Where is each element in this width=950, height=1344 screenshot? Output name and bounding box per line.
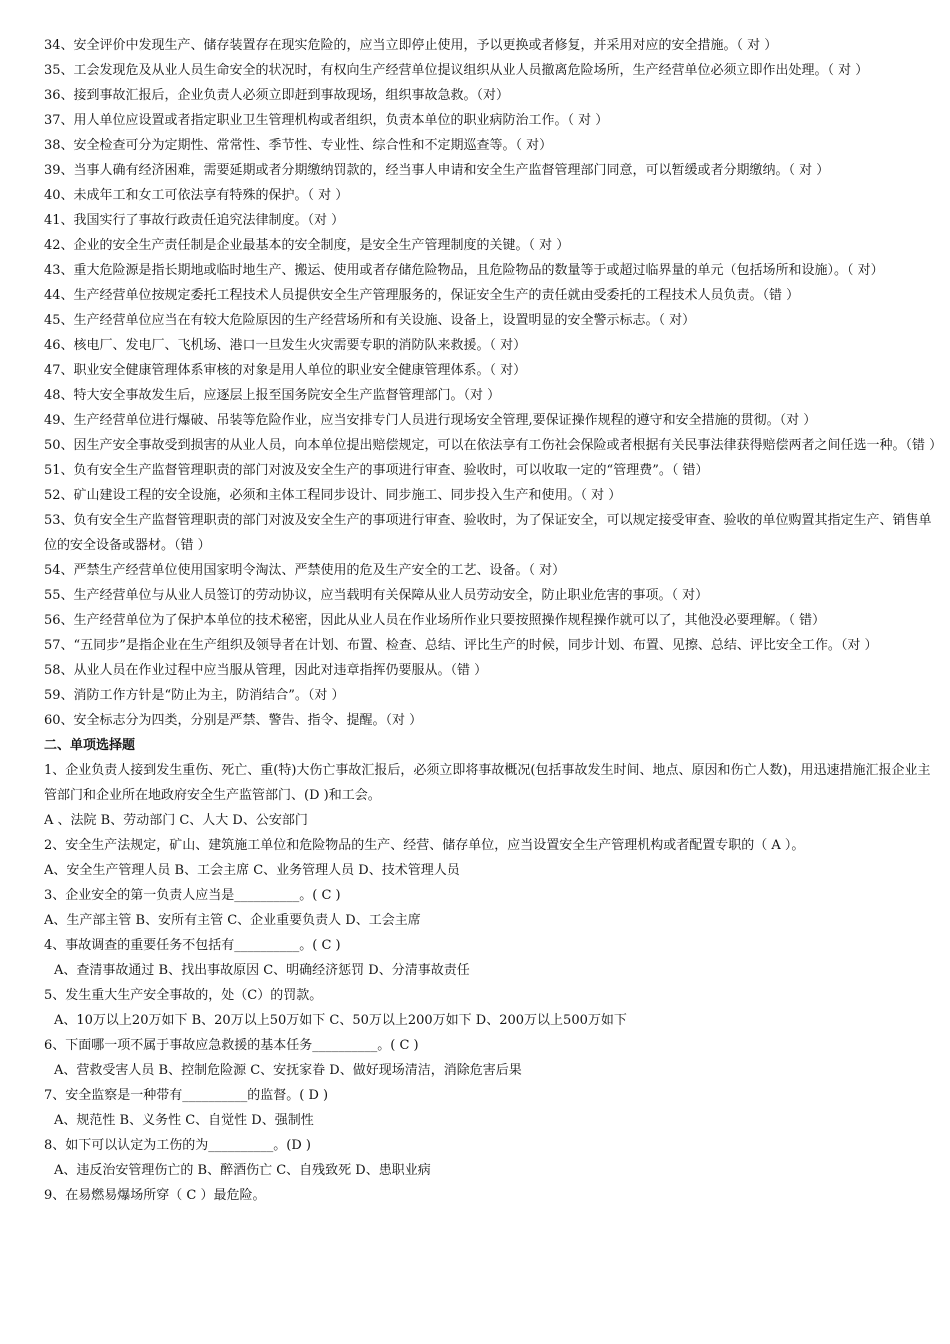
list-item: 55、生产经营单位与从业人员签订的劳动协议，应当载明有关保障从业人员劳动安全，防止职业危害的事项。（ 对） xyxy=(44,588,709,603)
question-text: 9、在易燃易爆场所穿（ C ）最危险。 xyxy=(44,1188,266,1203)
question-text: 1、企业负责人接到发生重伤、死亡、重(特)大伤亡事故汇报后，必须立即将事故概况(包括事故发生时间、地点、原因和伤亡人数)，用迅速措施汇报企业主管部门和企业所在地政府安全生产监管部门、(D )和工会。 xyxy=(44,763,931,803)
list-item: 47、职业安全健康管理体系审核的对象是用人单位的职业安全健康管理体系。（ 对） xyxy=(44,363,527,378)
question-options: A、10万以上20万如下 B、20万以上50万如下 C、50万以上200万如下 D、200万以上500万如下 xyxy=(54,1013,627,1028)
question-options: A、查清事故通过 B、找出事故原因 C、明确经济惩罚 D、分清事故责任 xyxy=(54,963,470,978)
list-item: 43、重大危险源是指长期地或临时地生产、搬运、使用或者存储危险物品，且危险物品的数量等于或超过临界量的单元（包括场所和设施）。（ 对） xyxy=(44,263,884,278)
question-options: A、安全生产管理人员 B、工会主席 C、业务管理人员 D、技术管理人员 xyxy=(44,863,460,878)
question-options: A、规范性 B、义务性 C、自觉性 D、强制性 xyxy=(54,1113,314,1128)
question-text: 8、如下可以认定为工伤的为__________。(D ) xyxy=(44,1138,311,1153)
question-text: 4、事故调查的重要任务不包括有__________。( C ) xyxy=(44,938,341,953)
list-item: 60、安全标志分为四类，分别是严禁、警告、指令、提醒。（对 ） xyxy=(44,713,423,728)
list-item: 52、矿山建设工程的安全设施，必须和主体工程同步设计、同步施工、同步投入生产和使用。（ 对 ） xyxy=(44,488,622,503)
question-options: A、营救受害人员 B、控制危险源 C、安抚家眷 D、做好现场清洁，消除危害后果 xyxy=(54,1063,522,1078)
list-item: 38、安全检查可分为定期性、常常性、季节性、专业性、综合性和不定期巡查等。（ 对） xyxy=(44,138,553,153)
list-item: 50、因生产安全事故受到损害的从业人员，向本单位提出赔偿规定，可以在依法享有工伤社会保险或者根据有关民事法律获得赔偿两者之间任选一种。（错 ） xyxy=(44,438,943,453)
list-item: 40、未成年工和女工可依法享有特殊的保护。（ 对 ） xyxy=(44,188,349,203)
list-item: 34、安全评价中发现生产、储存装置存在现实危险的，应当立即停止使用，予以更换或者修复，并采用对应的安全措施。（ 对 ） xyxy=(44,38,778,53)
list-item: 45、生产经营单位应当在有较大危险原因的生产经营场所和有关设施、设备上，设置明显的安全警示标志。（ 对） xyxy=(44,313,696,328)
list-item: 36、接到事故汇报后，企业负责人必须立即赶到事故现场，组织事故急救。（对） xyxy=(44,88,510,103)
question-text: 2、安全生产法规定，矿山、建筑施工单位和危险物品的生产、经营、储存单位，应当设置安全生产管理机构或者配置专职的（ A ）。 xyxy=(44,838,805,853)
list-item: 44、生产经营单位按规定委托工程技术人员提供安全生产管理服务的，保证安全生产的责任就由受委托的工程技术人员负责。（错 ） xyxy=(44,288,800,303)
question-text: 3、企业安全的第一负责人应当是__________。( C ) xyxy=(44,888,341,903)
list-item: 37、用人单位应设置或者指定职业卫生管理机构或者组织，负责本单位的职业病防治工作。（ 对 ） xyxy=(44,113,609,128)
list-item: 56、生产经营单位为了保护本单位的技术秘密，因此从业人员在作业场所作业只要按照操作规程操作就可以了，其他没必要理解。（ 错） xyxy=(44,613,826,628)
question-options: A 、法院 B、劳动部门 C、人大 D、公安部门 xyxy=(44,813,308,828)
list-item: 59、消防工作方针是“防止为主，防消结合”。（对 ） xyxy=(44,688,345,703)
list-item: 51、负有安全生产监督管理职责的部门对波及安全生产的事项进行审查、验收时，可以收取一定的“管理费”。（ 错） xyxy=(44,463,709,478)
list-item: 35、工会发现危及从业人员生命安全的状况时，有权向生产经营单位提议组织从业人员撤离危险场所，生产经营单位必须立即作出处理。（ 对 ） xyxy=(44,63,869,78)
list-item: 58、从业人员在作业过程中应当服从管理，因此对违章指挥仍要服从。（错 ） xyxy=(44,663,488,678)
list-item: 54、严禁生产经营单位使用国家明令淘汰、严禁使用的危及生产安全的工艺、设备。（ 对） xyxy=(44,563,566,578)
list-item: 39、当事人确有经济困难，需要延期或者分期缴纳罚款的，经当事人申请和安全生产监督管理部门同意，可以暂缓或者分期缴纳。（ 对 ） xyxy=(44,163,830,178)
list-item: 57、“五同步”是指企业在生产组织及领导者在计划、布置、检查、总结、评比生产的时候，同步计划、布置、见擦、总结、评比安全工作。（对 ） xyxy=(44,638,878,653)
list-item: 48、特大安全事故发生后，应逐层上报至国务院安全生产监督管理部门。（对 ） xyxy=(44,388,501,403)
question-options: A、生产部主管 B、安所有主管 C、企业重要负责人 D、工会主席 xyxy=(44,913,421,928)
list-item: 41、我国实行了事故行政责任追究法律制度。（对 ） xyxy=(44,213,345,228)
question-text: 6、下面哪一项不属于事故应急救援的基本任务__________。( C ) xyxy=(44,1038,419,1053)
judgement-list xyxy=(44,33,942,733)
list-item: 49、生产经营单位进行爆破、吊装等危险作业，应当安排专门人员进行现场安全管理,要保证操作规程的遵守和安全措施的贯彻。（对 ） xyxy=(44,413,817,428)
list-item: 46、核电厂、发电厂、飞机场、港口一旦发生火灾需要专职的消防队来救援。（ 对） xyxy=(44,338,527,353)
question-text: 5、发生重大生产安全事故的，处（C）的罚款。 xyxy=(44,988,323,1003)
choice-list xyxy=(44,758,942,1208)
list-item: 42、企业的安全生产责任制是企业最基本的安全制度，是安全生产管理制度的关键。（ 对 ） xyxy=(44,238,570,253)
section-title: 二、单项选择题 xyxy=(44,738,136,753)
list-item: 53、负有安全生产监督管理职责的部门对波及安全生产的事项进行审查、验收时，为了保证安全，可以规定接受审查、验收的单位购置其指定生产、销售单位的安全设备或器材。（错 ） xyxy=(44,513,932,553)
question-text: 7、安全监察是一种带有__________的监督。( D ) xyxy=(44,1088,329,1103)
document-page xyxy=(44,33,942,1208)
question-options: A、违反治安管理伤亡的 B、醉酒伤亡 C、自残致死 D、患职业病 xyxy=(54,1163,431,1178)
